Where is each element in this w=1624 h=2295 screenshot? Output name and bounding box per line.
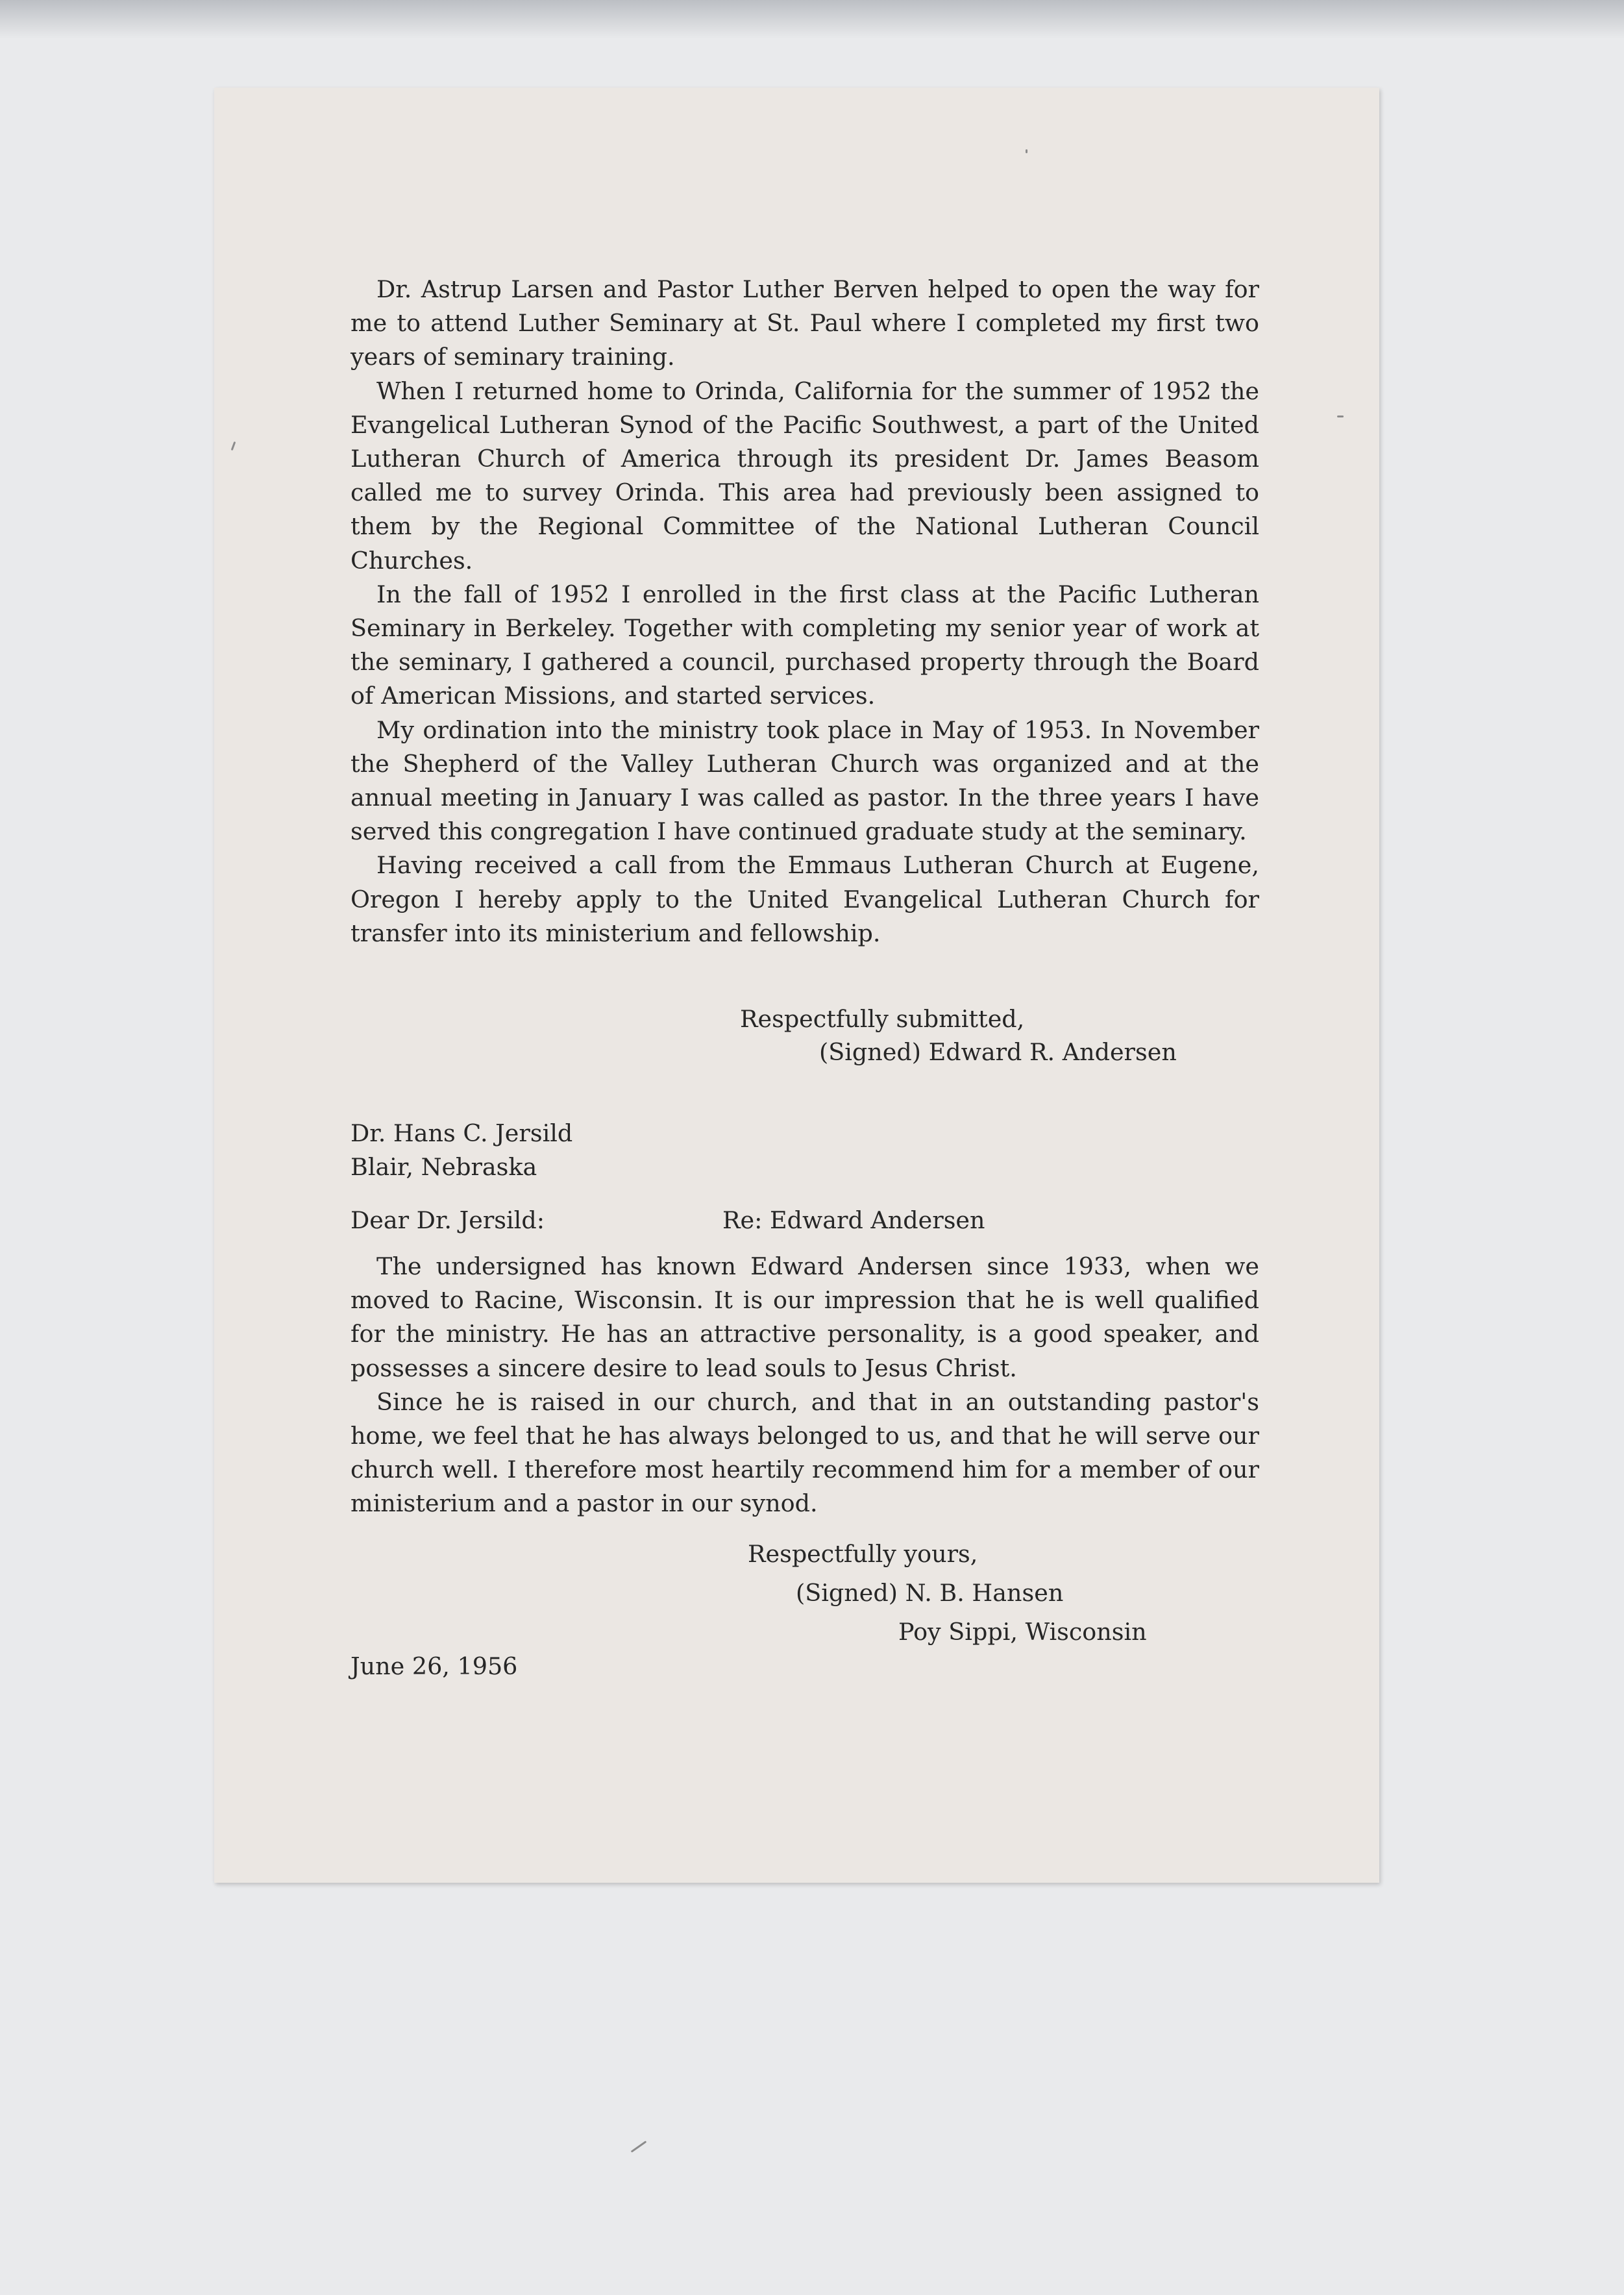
recipient-place: Blair, Nebraska <box>351 1153 537 1181</box>
letter1-signature: (Signed) Edward R. Andersen <box>819 1038 1177 1066</box>
letter1-closing: Respectfully submitted, <box>740 1005 1025 1033</box>
letter-date: June 26, 1956 <box>351 1652 518 1680</box>
letter1-paragraph: In the fall of 1952 I enrolled in the first class at the Pacific Lutheran Seminary in Berkeley. Together with completing my senior year of work at the seminary, I gathered a council, purchased property through the Board of American Missions, and started services. <box>351 580 1259 710</box>
letter2-paragraph: The undersigned has known Edward Andersen since 1933, when we moved to Racine, Wisconsin. It is our impression that he is well qualified for the ministry. He has an attractive personality, is a good speaker, and possesses a sincere desire to lead souls to Jesus Christ. <box>351 1252 1259 1382</box>
re-line: Re: Edward Andersen <box>722 1206 985 1234</box>
letter1-paragraph: My ordination into the ministry took place in May of 1953. In November the Shepherd of the Valley Lutheran Church was organized and at the annual meeting in January I was called as pastor. In the three years I have served this congregation I have continued graduate study at the seminary. <box>351 715 1259 846</box>
salutation: Dear Dr. Jersild: <box>351 1206 545 1234</box>
letter2-signature: (Signed) N. B. Hansen <box>796 1579 1064 1607</box>
letter1-paragraph: Having received a call from the Emmaus Lutheran Church at Eugene, Oregon I hereby apply to the United Evangelical Lutheran Church for transfer into its ministerium and fellowship. <box>351 851 1259 947</box>
letter2-paragraph: Since he is raised in our church, and that in an outstanding pastor's home, we feel that he has always belonged to us, and that he will serve our church well. I therefore most heartily recommend him for a member of our ministerium and a pastor in our synod. <box>351 1387 1259 1518</box>
paper-speck <box>1026 149 1027 153</box>
letter2-closing: Respectfully yours, <box>748 1540 978 1568</box>
letter1-paragraph: When I returned home to Orinda, California for the summer of 1952 the Evangelical Lutheran Synod of the Pacific Southwest, a part of the United Lutheran Church of America through its president Dr. James Beasom called me to survey Orinda. This area had previously been assigned to them by the Regional Committee of the National Lutheran Council Churches. <box>351 377 1259 575</box>
letter1-paragraph: Dr. Astrup Larsen and Pastor Luther Berven helped to open the way for me to attend Luther Seminary at St. Paul where I completed my first two years of seminary training. <box>351 275 1259 371</box>
scanner-edge-shadow <box>0 0 1624 39</box>
recipient-name: Dr. Hans C. Jersild <box>351 1119 573 1147</box>
paper-speck <box>1337 416 1344 417</box>
stray-mark <box>631 2140 647 2153</box>
letter2-body <box>351 1250 1259 1521</box>
letter1-body <box>351 273 1259 950</box>
signer-place: Poy Sippi, Wisconsin <box>898 1618 1147 1646</box>
paper-speck <box>231 441 236 451</box>
